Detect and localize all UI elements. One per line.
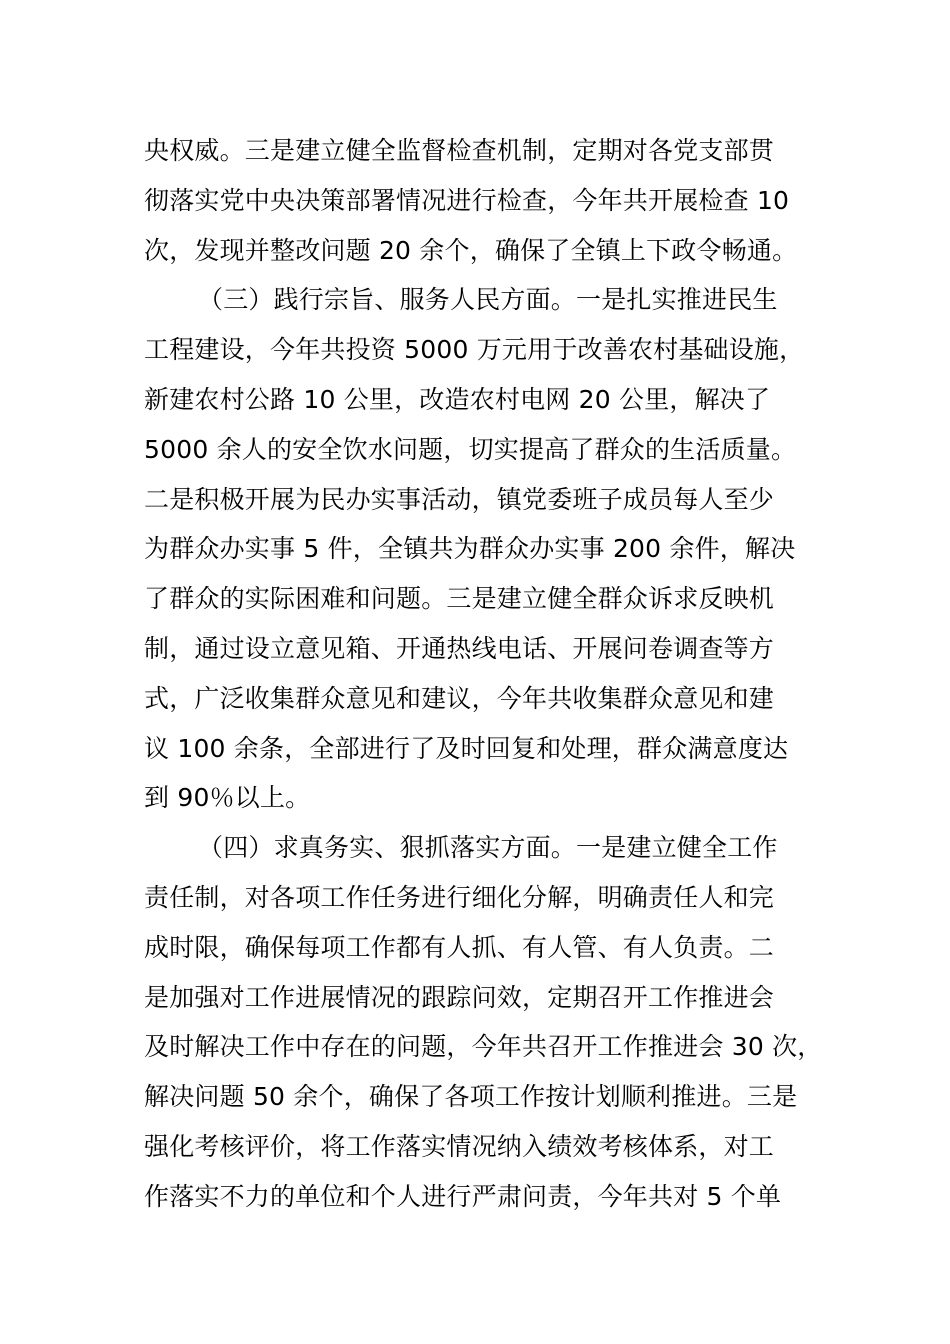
body-text bbox=[144, 126, 834, 1222]
text-line: 二是积极开展为民办实事活动，镇党委班子成员每人至少 bbox=[144, 484, 775, 514]
text-line: 为群众办实事 5 件，全镇共为群众办实事 200 余件，解决 bbox=[144, 534, 796, 564]
text-line: 议 100 余条，全部进行了及时回复和处理，群众满意度达 bbox=[144, 733, 789, 763]
text-line: 成时限，确保每项工作都有人抓、有人管、有人负责。二 bbox=[144, 932, 775, 962]
text-line: 强化考核评价，将工作落实情况纳入绩效考核体系，对工 bbox=[144, 1131, 775, 1161]
text-line: 彻落实党中央决策部署情况进行检查，今年共开展检查 10 bbox=[144, 185, 790, 215]
text-line: 责任制，对各项工作任务进行细化分解，明确责任人和完 bbox=[144, 882, 775, 912]
section-heading-line: （三）践行宗旨、服务人民方面。一是扎实推进民生 bbox=[198, 285, 778, 315]
section-heading-line: （四）求真务实、狠抓落实方面。一是建立健全工作 bbox=[198, 833, 778, 863]
text-line: 工程建设，今年共投资 5000 万元用于改善农村基础设施， bbox=[144, 335, 805, 365]
text-line: 了群众的实际困难和问题。三是建立健全群众诉求反映机 bbox=[144, 584, 775, 614]
text-line: 次，发现并整改问题 20 余个，确保了全镇上下政令畅通。 bbox=[144, 235, 798, 265]
text-line: 是加强对工作进展情况的跟踪问效，定期召开工作推进会 bbox=[144, 982, 775, 1012]
text-line: 到 90％以上。 bbox=[144, 783, 311, 813]
text-line: 央权威。三是建立健全监督检查机制，定期对各党支部贯 bbox=[144, 136, 775, 165]
text-line: 及时解决工作中存在的问题，今年共召开工作推进会 30 次， bbox=[144, 1032, 823, 1062]
text-line: 新建农村公路 10 公里，改造农村电网 20 公里，解决了 bbox=[144, 384, 771, 414]
text-line: 5000 余人的安全饮水问题，切实提高了群众的生活质量。 bbox=[144, 434, 797, 464]
text-line: 解决问题 50 余个，确保了各项工作按计划顺利推进。三是 bbox=[144, 1082, 798, 1112]
text-line: 式，广泛收集群众意见和建议，今年共收集群众意见和建 bbox=[144, 683, 775, 713]
text-line: 作落实不力的单位和个人进行严肃问责，今年共对 5 个单 bbox=[144, 1181, 782, 1211]
text-line: 制，通过设立意见箱、开通热线电话、开展问卷调查等方 bbox=[144, 633, 775, 663]
